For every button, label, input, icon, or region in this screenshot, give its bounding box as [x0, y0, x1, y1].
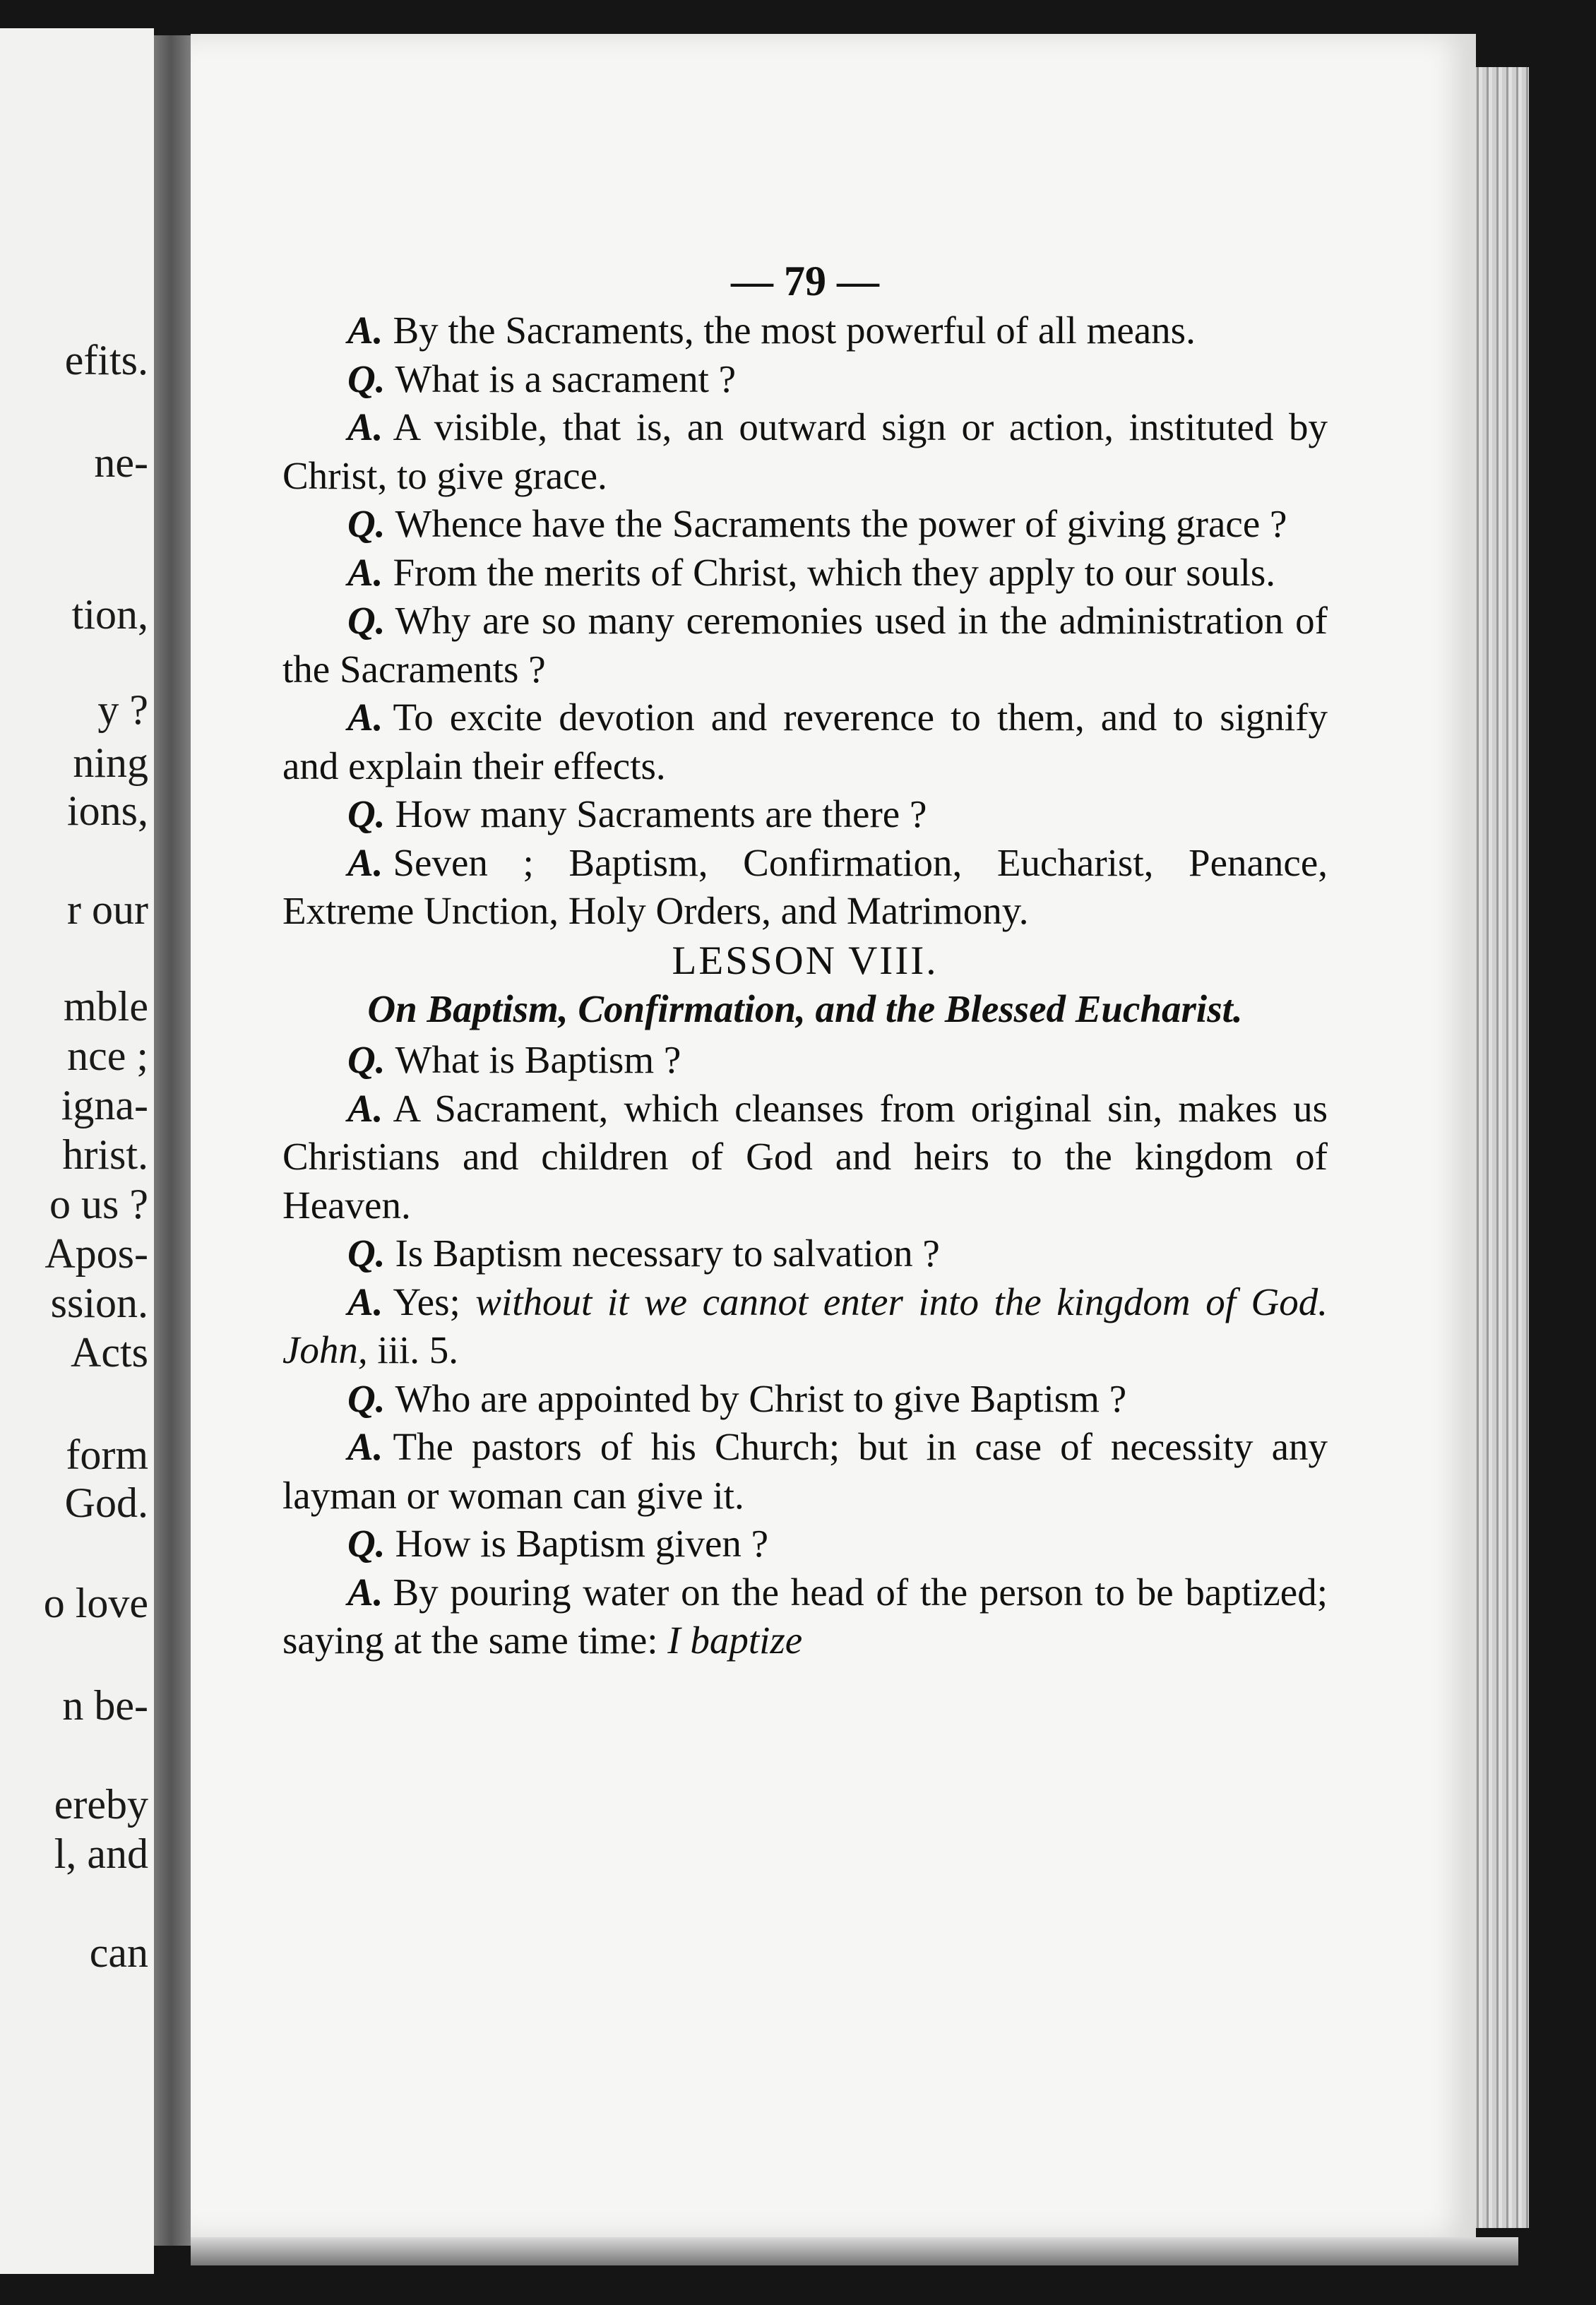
- answer-label: A.: [347, 309, 383, 352]
- paragraph-text: Is Baptism necessary to salvation ?: [395, 1232, 940, 1275]
- left-text-fragment: nce ;: [67, 1032, 148, 1079]
- left-text-fragment: tion,: [71, 591, 148, 638]
- catechism-question: [282, 790, 1328, 839]
- left-text-fragment: Apos-: [44, 1230, 148, 1277]
- left-text-fragment: igna-: [61, 1082, 148, 1128]
- answer-label: A.: [347, 1570, 383, 1614]
- left-text-fragment: mble: [64, 983, 148, 1030]
- question-label: Q.: [347, 792, 386, 835]
- paragraph-text: Why are so many ceremonies used in the administration of the Sacraments ?: [282, 599, 1328, 691]
- left-text-fragment: l, and: [54, 1830, 148, 1877]
- paragraph-text: How is Baptism given ?: [395, 1522, 769, 1565]
- paragraph-text: Yes;: [393, 1280, 476, 1323]
- paragraph-text: Whence have the Sacraments the power of giving grace ?: [395, 502, 1287, 545]
- question-label: Q.: [347, 357, 386, 400]
- left-page-fragment: [0, 28, 154, 2274]
- left-text-fragment: can: [89, 1929, 148, 1976]
- left-text-fragment: form: [66, 1431, 148, 1478]
- paragraph-text: Seven ; Baptism, Confirmation, Eucharist, Penance, Extreme Unction, Holy Orders, and Matrimony.: [282, 840, 1328, 932]
- catechism-question: [282, 1520, 1328, 1568]
- paragraph-text: By the Sacraments, the most powerful of all means.: [393, 309, 1196, 352]
- paragraph-text: How many Sacraments are there ?: [395, 792, 927, 835]
- answer-label: A.: [347, 1280, 383, 1323]
- paragraph-text: Who are appointed by Christ to give Baptism ?: [395, 1376, 1127, 1420]
- paragraph-text: By pouring water on the head of the person to be baptized; saying at the same time:: [282, 1570, 1328, 1662]
- left-text-fragment: ions,: [66, 787, 148, 834]
- answer-label: A.: [347, 1086, 383, 1130]
- left-text-fragment: o us ?: [49, 1181, 148, 1227]
- scripture-quote: without it we cannot enter into the kingdom of God. John,: [282, 1280, 1328, 1371]
- left-text-fragment: y ?: [97, 686, 148, 733]
- page-bottom-edge: [191, 2237, 1518, 2265]
- question-label: Q.: [347, 599, 386, 642]
- paragraph-text: To excite devotion and reverence to them, and to signify and explain their effects.: [282, 696, 1328, 787]
- lesson-subtitle: On Baptism, Confirmation, and the Blessed Eucharist.: [367, 987, 1243, 1030]
- paragraph-text: A Sacrament, which cleanses from original sin, makes us Christians and children of God and heirs to the kingdom of Heaven.: [282, 1086, 1328, 1227]
- answer-label: A.: [347, 696, 383, 739]
- page-number: — 79 —: [731, 258, 879, 304]
- catechism-answer: [282, 549, 1328, 597]
- catechism-answer: [282, 1568, 1328, 1665]
- book-gutter: [154, 35, 196, 2246]
- question-label: Q.: [347, 1038, 386, 1081]
- catechism-answer: [282, 1278, 1328, 1375]
- left-text-fragment: ning: [73, 739, 148, 786]
- left-text-fragment: efits.: [64, 337, 148, 383]
- left-text-fragment: Acts: [71, 1329, 148, 1376]
- page-edge: [1472, 67, 1529, 2228]
- left-text-fragment: ne-: [94, 439, 148, 486]
- catechism-answer: [282, 839, 1328, 936]
- question-label: Q.: [347, 1376, 386, 1420]
- question-label: Q.: [347, 502, 386, 545]
- paragraph-text: The pastors of his Church; but in case of necessity any layman or woman can give it.: [282, 1425, 1328, 1517]
- catechism-answer: [282, 693, 1328, 790]
- answer-label: A.: [347, 405, 383, 448]
- left-text-fragment: r our: [67, 886, 148, 933]
- answer-label: A.: [347, 550, 383, 594]
- answer-label: A.: [347, 840, 383, 884]
- catechism-answer: [282, 1423, 1328, 1520]
- left-text-fragment: o love: [43, 1580, 148, 1626]
- catechism-question: [282, 500, 1328, 549]
- catechism-answer: [282, 1085, 1328, 1230]
- baptism-formula: I baptize: [667, 1619, 803, 1662]
- lesson-title: LESSON VIII.: [672, 938, 939, 983]
- question-label: Q.: [347, 1232, 386, 1275]
- catechism-question: [282, 355, 1328, 404]
- page-content: [282, 260, 1328, 1665]
- left-text-fragment: n be-: [62, 1682, 148, 1729]
- left-text-fragment: ereby: [54, 1781, 148, 1828]
- catechism-question: [282, 597, 1328, 693]
- left-text-fragment: hrist.: [62, 1131, 148, 1178]
- left-text-fragment: God.: [64, 1479, 148, 1526]
- catechism-answer: [282, 403, 1328, 500]
- left-text-fragment: ssion.: [50, 1280, 148, 1326]
- scripture-reference: iii. 5.: [367, 1328, 459, 1371]
- paragraph-text: What is Baptism ?: [395, 1038, 681, 1081]
- answer-label: A.: [347, 1425, 383, 1468]
- question-label: Q.: [347, 1522, 386, 1565]
- catechism-answer: [282, 306, 1328, 355]
- book-page: [191, 34, 1476, 2237]
- catechism-question: [282, 1375, 1328, 1424]
- paragraph-text: A visible, that is, an outward sign or action, instituted by Christ, to give grace.: [282, 405, 1328, 497]
- paragraph-text: From the merits of Christ, which they apply to our souls.: [393, 550, 1276, 594]
- catechism-question: [282, 1036, 1328, 1085]
- paragraph-text: What is a sacrament ?: [395, 357, 737, 400]
- catechism-question: [282, 1229, 1328, 1278]
